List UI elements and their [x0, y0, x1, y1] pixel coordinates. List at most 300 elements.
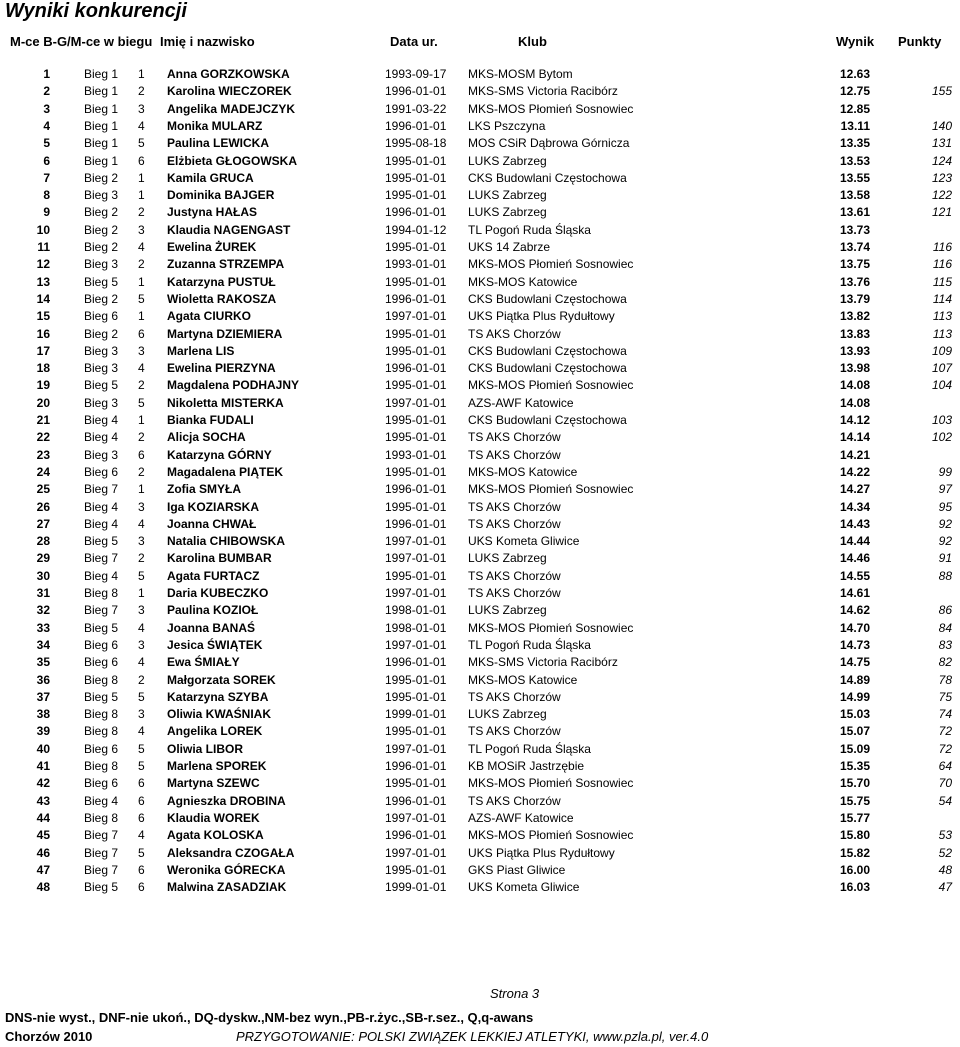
cell-club: UKS 14 Zabrze — [468, 240, 551, 254]
header-club: Klub — [518, 34, 547, 49]
cell-name: Katarzyna PUSTUŁ — [167, 274, 276, 289]
cell-heat: Bieg 2 — [84, 170, 119, 185]
cell-heat: Bieg 3 — [84, 361, 119, 376]
cell-club: MKS-SMS Victoria Racibórz — [468, 84, 618, 99]
cell-result: 15.75 — [839, 793, 870, 808]
cell-lane: 6 — [138, 447, 145, 462]
cell-result: 12.63 — [839, 67, 870, 81]
cell-dob: 1997-01-01 — [385, 810, 447, 825]
cell-result: 14.21 — [839, 447, 870, 462]
cell-heat: Bieg 4 — [84, 516, 119, 531]
cell-result: 14.34 — [839, 499, 870, 514]
abbreviations-legend: DNS-nie wyst., DNF-nie ukoń., DQ-dyskw.,NM-bez wyn.,PB-r.życ.,SB-r.sez., Q,q-awans — [5, 1010, 534, 1025]
table-row — [0, 308, 960, 325]
cell-result: 13.93 — [839, 343, 870, 358]
cell-points: 124 — [931, 153, 952, 168]
cell-points: 64 — [938, 759, 952, 773]
cell-heat: Bieg 6 — [84, 741, 119, 756]
cell-heat: Bieg 7 — [84, 603, 119, 618]
cell-name: Ewelina ŻUREK — [167, 240, 257, 254]
cell-dob: 1997-01-01 — [385, 741, 447, 756]
cell-heat: Bieg 5 — [84, 274, 119, 289]
cell-points: 48 — [938, 862, 952, 877]
cell-lane: 3 — [138, 499, 145, 514]
cell-dob: 1997-01-01 — [385, 534, 447, 549]
cell-place: 11 — [37, 240, 50, 254]
cell-place: 40 — [36, 741, 50, 756]
cell-points: 92 — [938, 516, 952, 531]
cell-club: CKS Budowlani Częstochowa — [468, 170, 627, 185]
cell-club: TS AKS Chorzów — [468, 724, 561, 739]
cell-heat: Bieg 8 — [84, 586, 119, 600]
cell-result: 14.70 — [839, 620, 870, 635]
cell-place: 10 — [36, 222, 50, 237]
table-row — [0, 706, 960, 723]
cell-club: UKS Kometa Gliwice — [468, 880, 580, 895]
cell-place: 12 — [36, 257, 50, 272]
cell-result: 13.82 — [839, 309, 870, 324]
cell-name: Oliwia KWAŚNIAK — [167, 707, 272, 722]
cell-place: 36 — [36, 672, 50, 687]
cell-result: 14.89 — [839, 672, 870, 687]
cell-lane: 6 — [138, 880, 145, 895]
cell-dob: 1996-01-01 — [385, 655, 447, 670]
cell-lane: 4 — [138, 118, 145, 133]
cell-result: 14.08 — [839, 378, 870, 393]
cell-place: 9 — [43, 205, 50, 220]
cell-dob: 1996-01-01 — [385, 516, 447, 531]
cell-club: TS AKS Chorzów — [468, 689, 561, 704]
cell-club: LUKS Zabrzeg — [468, 551, 547, 566]
cell-lane: 6 — [138, 793, 145, 808]
header-dob: Data ur. — [390, 34, 438, 49]
cell-heat: Bieg 1 — [84, 153, 119, 168]
cell-place: 1 — [43, 67, 50, 81]
cell-club: MKS-MOS Płomień Sosnowiec — [468, 482, 634, 497]
cell-dob: 1995-01-01 — [385, 326, 447, 341]
cell-heat: Bieg 4 — [84, 568, 119, 583]
cell-result: 13.98 — [839, 361, 870, 376]
cell-club: MKS-MOS Katowice — [468, 464, 578, 479]
table-row — [0, 672, 960, 689]
table-row — [0, 222, 960, 239]
cell-club: TL Pogoń Ruda Śląska — [468, 741, 591, 756]
cell-club: TS AKS Chorzów — [468, 499, 561, 514]
cell-place: 43 — [36, 793, 50, 808]
cell-dob: 1999-01-01 — [385, 707, 447, 722]
cell-name: Zofia SMYŁA — [167, 482, 241, 497]
cell-heat: Bieg 8 — [84, 707, 119, 722]
cell-club: TS AKS Chorzów — [468, 326, 561, 341]
cell-points: 97 — [938, 482, 952, 497]
cell-club: TL Pogoń Ruda Śląska — [468, 637, 591, 652]
cell-name: Martyna DZIEMIERA — [167, 326, 283, 341]
table-row — [0, 66, 960, 83]
cell-dob: 1996-01-01 — [385, 118, 447, 133]
cell-club: LUKS Zabrzeg — [468, 707, 547, 722]
cell-club: CKS Budowlani Częstochowa — [468, 291, 627, 306]
cell-points: 88 — [938, 568, 952, 583]
cell-lane: 2 — [138, 672, 145, 687]
cell-lane: 6 — [138, 776, 145, 791]
cell-place: 7 — [43, 170, 50, 185]
cell-heat: Bieg 7 — [84, 551, 119, 566]
cell-club: TS AKS Chorzów — [468, 516, 561, 531]
cell-points: 92 — [938, 534, 952, 549]
cell-heat: Bieg 4 — [84, 430, 119, 445]
cell-points: 155 — [931, 84, 952, 99]
cell-result: 13.35 — [839, 136, 870, 151]
cell-place: 19 — [36, 378, 50, 393]
cell-lane: 3 — [138, 222, 145, 237]
cell-result: 15.70 — [839, 776, 870, 791]
cell-name: Wioletta RAKOSZA — [167, 291, 277, 306]
cell-name: Kamila GRUCA — [167, 170, 254, 185]
cell-place: 21 — [36, 413, 50, 427]
cell-place: 47 — [36, 862, 50, 877]
cell-name: Marlena LIS — [167, 343, 235, 358]
cell-place: 41 — [36, 759, 50, 773]
cell-dob: 1997-01-01 — [385, 845, 447, 860]
cell-club: LUKS Zabrzeg — [468, 205, 547, 220]
cell-result: 15.82 — [839, 845, 870, 860]
cell-lane: 1 — [138, 274, 145, 289]
cell-dob: 1995-01-01 — [385, 499, 447, 514]
table-row — [0, 654, 960, 671]
cell-result: 14.62 — [839, 603, 870, 618]
table-row — [0, 204, 960, 221]
table-row — [0, 845, 960, 862]
cell-lane: 6 — [138, 862, 145, 877]
cell-points: 103 — [931, 413, 952, 427]
cell-club: MKS-MOS Płomień Sosnowiec — [468, 776, 634, 791]
cell-name: Ewa ŚMIAŁY — [167, 655, 240, 670]
cell-heat: Bieg 2 — [84, 326, 119, 341]
cell-result: 13.73 — [839, 222, 870, 237]
cell-lane: 4 — [138, 240, 145, 254]
cell-lane: 3 — [138, 603, 145, 618]
cell-points: 102 — [931, 430, 952, 445]
cell-dob: 1993-01-01 — [385, 447, 447, 462]
cell-dob: 1995-01-01 — [385, 862, 447, 877]
cell-place: 22 — [36, 430, 50, 445]
cell-result: 12.75 — [839, 84, 870, 99]
cell-heat: Bieg 8 — [84, 672, 119, 687]
cell-place: 39 — [36, 724, 50, 739]
cell-name: Agnieszka DROBINA — [167, 793, 286, 808]
cell-result: 15.35 — [839, 759, 870, 773]
table-row — [0, 377, 960, 394]
cell-lane: 1 — [138, 413, 145, 427]
cell-place: 30 — [36, 568, 50, 583]
cell-points: 72 — [938, 741, 952, 756]
cell-dob: 1997-01-01 — [385, 551, 447, 566]
cell-name: Elżbieta GŁOGOWSKA — [167, 153, 298, 168]
cell-place: 31 — [36, 586, 50, 600]
cell-place: 14 — [36, 291, 50, 306]
cell-place: 35 — [36, 655, 50, 670]
table-row — [0, 447, 960, 464]
cell-result: 14.08 — [839, 395, 870, 410]
cell-name: Paulina KOZIOŁ — [167, 603, 259, 618]
table-row — [0, 723, 960, 740]
cell-result: 14.99 — [839, 689, 870, 704]
cell-heat: Bieg 7 — [84, 845, 119, 860]
cell-name: Katarzyna SZYBA — [167, 689, 269, 704]
cell-lane: 4 — [138, 620, 145, 635]
cell-result: 15.80 — [839, 828, 870, 843]
cell-heat: Bieg 3 — [84, 395, 119, 410]
cell-points: 109 — [931, 343, 952, 358]
cell-lane: 5 — [138, 845, 145, 860]
cell-lane: 3 — [138, 343, 145, 358]
cell-place: 26 — [36, 499, 50, 514]
cell-points: 114 — [932, 291, 952, 306]
table-row — [0, 793, 960, 810]
cell-heat: Bieg 1 — [84, 101, 119, 116]
cell-points: 52 — [938, 845, 952, 860]
cell-club: TS AKS Chorzów — [468, 447, 561, 462]
cell-name: Alicja SOCHA — [167, 430, 246, 445]
cell-points: 104 — [931, 378, 952, 393]
cell-name: Małgorzata SOREK — [167, 672, 276, 687]
cell-points: 84 — [938, 620, 952, 635]
cell-name: Karolina BUMBAR — [167, 551, 272, 566]
cell-result: 14.43 — [839, 516, 870, 531]
cell-name: Karolina WIECZOREK — [167, 84, 292, 99]
cell-result: 14.22 — [839, 464, 870, 479]
cell-club: MKS-MOS Płomień Sosnowiec — [468, 257, 634, 272]
cell-place: 38 — [36, 707, 50, 722]
cell-result: 15.03 — [839, 707, 870, 722]
cell-club: TS AKS Chorzów — [468, 793, 561, 808]
table-row — [0, 689, 960, 706]
cell-result: 14.73 — [839, 637, 870, 652]
cell-result: 13.75 — [839, 257, 870, 272]
cell-heat: Bieg 4 — [84, 499, 119, 514]
cell-dob: 1995-01-01 — [385, 188, 447, 203]
cell-dob: 1996-01-01 — [385, 291, 447, 306]
cell-lane: 4 — [138, 724, 145, 739]
cell-place: 34 — [36, 637, 50, 652]
table-row — [0, 135, 960, 152]
cell-result: 13.74 — [839, 240, 870, 254]
cell-club: MKS-SMS Victoria Racibórz — [468, 655, 618, 670]
cell-lane: 5 — [138, 395, 145, 410]
cell-lane: 2 — [138, 257, 145, 272]
cell-points: 113 — [932, 309, 952, 324]
cell-dob: 1994-01-12 — [385, 222, 447, 237]
cell-name: Angelika MADEJCZYK — [167, 101, 296, 116]
cell-club: MKS-MOS Płomień Sosnowiec — [468, 620, 634, 635]
cell-name: Justyna HAŁAS — [167, 205, 258, 220]
cell-lane: 4 — [138, 655, 145, 670]
cell-dob: 1995-01-01 — [385, 672, 447, 687]
cell-result: 13.53 — [839, 153, 870, 168]
cell-lane: 5 — [138, 759, 145, 773]
cell-lane: 4 — [138, 361, 145, 376]
cell-place: 46 — [36, 845, 50, 860]
cell-club: MOS CSiR Dąbrowa Górnicza — [468, 136, 630, 151]
cell-lane: 2 — [138, 378, 145, 393]
cell-lane: 4 — [138, 828, 145, 843]
cell-lane: 5 — [138, 568, 145, 583]
cell-result: 13.61 — [839, 205, 870, 220]
cell-club: MKS-MOS Płomień Sosnowiec — [468, 828, 634, 843]
cell-lane: 5 — [138, 291, 145, 306]
cell-result: 13.11 — [840, 118, 870, 133]
cell-heat: Bieg 1 — [84, 118, 119, 133]
cell-lane: 1 — [138, 67, 145, 81]
cell-place: 37 — [36, 689, 50, 704]
cell-place: 32 — [36, 603, 50, 618]
cell-place: 5 — [43, 136, 50, 151]
cell-points: 72 — [938, 724, 952, 739]
cell-club: LUKS Zabrzeg — [468, 188, 547, 203]
cell-name: Magdalena PODHAJNY — [167, 378, 300, 393]
table-row — [0, 741, 960, 758]
cell-club: MKS-MOSM Bytom — [468, 67, 573, 81]
cell-lane: 2 — [138, 551, 145, 566]
cell-heat: Bieg 1 — [84, 67, 119, 81]
cell-place: 29 — [36, 551, 50, 566]
cell-name: Oliwia LIBOR — [167, 741, 244, 756]
cell-points: 140 — [931, 118, 952, 133]
cell-points: 116 — [932, 240, 952, 254]
cell-dob: 1995-01-01 — [385, 568, 447, 583]
cell-place: 18 — [36, 361, 50, 376]
cell-heat: Bieg 8 — [84, 759, 119, 773]
cell-points: 99 — [938, 464, 952, 479]
cell-club: MKS-MOS Płomień Sosnowiec — [468, 378, 634, 393]
cell-club: CKS Budowlani Częstochowa — [468, 413, 627, 427]
cell-dob: 1995-01-01 — [385, 153, 447, 168]
cell-result: 14.44 — [839, 534, 870, 549]
table-row — [0, 585, 960, 602]
cell-heat: Bieg 2 — [84, 205, 119, 220]
cell-place: 33 — [36, 620, 50, 635]
cell-lane: 1 — [138, 482, 145, 497]
cell-club: MKS-MOS Katowice — [468, 274, 578, 289]
cell-place: 16 — [36, 326, 50, 341]
cell-heat: Bieg 3 — [84, 257, 119, 272]
cell-lane: 1 — [138, 586, 145, 600]
cell-place: 48 — [36, 880, 50, 895]
cell-dob: 1998-01-01 — [385, 603, 447, 618]
cell-dob: 1999-01-01 — [385, 880, 447, 895]
header-points: Punkty — [898, 34, 942, 49]
cell-club: LUKS Zabrzeg — [468, 603, 547, 618]
cell-dob: 1995-08-18 — [385, 136, 447, 151]
table-row — [0, 775, 960, 792]
table-row — [0, 602, 960, 619]
cell-heat: Bieg 3 — [84, 343, 119, 358]
cell-points: 91 — [938, 551, 952, 566]
cell-result: 15.07 — [839, 724, 870, 739]
cell-lane: 1 — [138, 170, 145, 185]
cell-lane: 6 — [138, 810, 145, 825]
cell-heat: Bieg 2 — [84, 240, 119, 254]
cell-heat: Bieg 6 — [84, 464, 119, 479]
cell-heat: Bieg 3 — [84, 447, 119, 462]
cell-points: 131 — [931, 136, 952, 151]
cell-heat: Bieg 2 — [84, 291, 119, 306]
cell-lane: 5 — [138, 689, 145, 704]
cell-club: KB MOSiR Jastrzębie — [468, 759, 585, 773]
cell-heat: Bieg 3 — [84, 188, 119, 203]
cell-heat: Bieg 4 — [84, 413, 119, 427]
cell-dob: 1996-01-01 — [385, 482, 447, 497]
table-row — [0, 291, 960, 308]
cell-dob: 1997-01-01 — [385, 637, 447, 652]
cell-club: CKS Budowlani Częstochowa — [468, 343, 627, 358]
cell-lane: 2 — [138, 84, 145, 99]
cell-result: 13.79 — [839, 291, 870, 306]
cell-heat: Bieg 6 — [84, 309, 119, 324]
cell-heat: Bieg 7 — [84, 828, 119, 843]
cell-dob: 1996-01-01 — [385, 828, 447, 843]
cell-club: UKS Piątka Plus Rydułtowy — [468, 845, 615, 860]
cell-result: 14.46 — [839, 551, 870, 566]
cell-name: Natalia CHIBOWSKA — [167, 534, 286, 549]
table-row — [0, 637, 960, 654]
cell-points: 82 — [938, 655, 952, 670]
cell-name: Joanna BANAŚ — [167, 620, 256, 635]
cell-dob: 1995-01-01 — [385, 413, 447, 427]
cell-heat: Bieg 5 — [84, 534, 119, 549]
table-row — [0, 827, 960, 844]
cell-dob: 1991-03-22 — [385, 101, 447, 116]
table-row — [0, 620, 960, 637]
cell-points: 122 — [931, 188, 952, 203]
cell-lane: 5 — [138, 136, 145, 151]
cell-lane: 6 — [138, 326, 145, 341]
cell-place: 27 — [36, 516, 50, 531]
cell-lane: 3 — [138, 707, 145, 722]
cell-name: Ewelina PIERZYNA — [167, 361, 276, 376]
cell-points: 70 — [938, 776, 952, 791]
cell-club: CKS Budowlani Częstochowa — [468, 361, 627, 376]
cell-result: 16.03 — [839, 880, 870, 895]
cell-result: 13.83 — [839, 326, 870, 341]
cell-heat: Bieg 7 — [84, 862, 119, 877]
cell-dob: 1996-01-01 — [385, 793, 447, 808]
page-number: Strona 3 — [490, 986, 540, 1001]
cell-points: 115 — [932, 274, 952, 289]
cell-name: Agata FURTACZ — [167, 568, 260, 583]
cell-dob: 1995-01-01 — [385, 343, 447, 358]
cell-result: 14.27 — [839, 482, 870, 497]
cell-club: TS AKS Chorzów — [468, 430, 561, 445]
cell-place: 4 — [43, 118, 50, 133]
cell-place: 20 — [36, 395, 50, 410]
cell-club: LUKS Zabrzeg — [468, 153, 547, 168]
cell-name: Magadalena PIĄTEK — [167, 464, 284, 479]
cell-lane: 1 — [138, 309, 145, 324]
cell-name: Katarzyna GÓRNY — [167, 447, 272, 462]
cell-lane: 5 — [138, 741, 145, 756]
table-row — [0, 343, 960, 360]
table-row — [0, 568, 960, 585]
table-row — [0, 862, 960, 879]
cell-name: Jesica ŚWIĄTEK — [167, 637, 263, 652]
cell-lane: 3 — [138, 101, 145, 116]
cell-lane: 4 — [138, 516, 145, 531]
cell-club: AZS-AWF Katowice — [468, 395, 574, 410]
cell-dob: 1995-01-01 — [385, 464, 447, 479]
cell-points: 86 — [938, 603, 952, 618]
cell-heat: Bieg 5 — [84, 880, 119, 895]
